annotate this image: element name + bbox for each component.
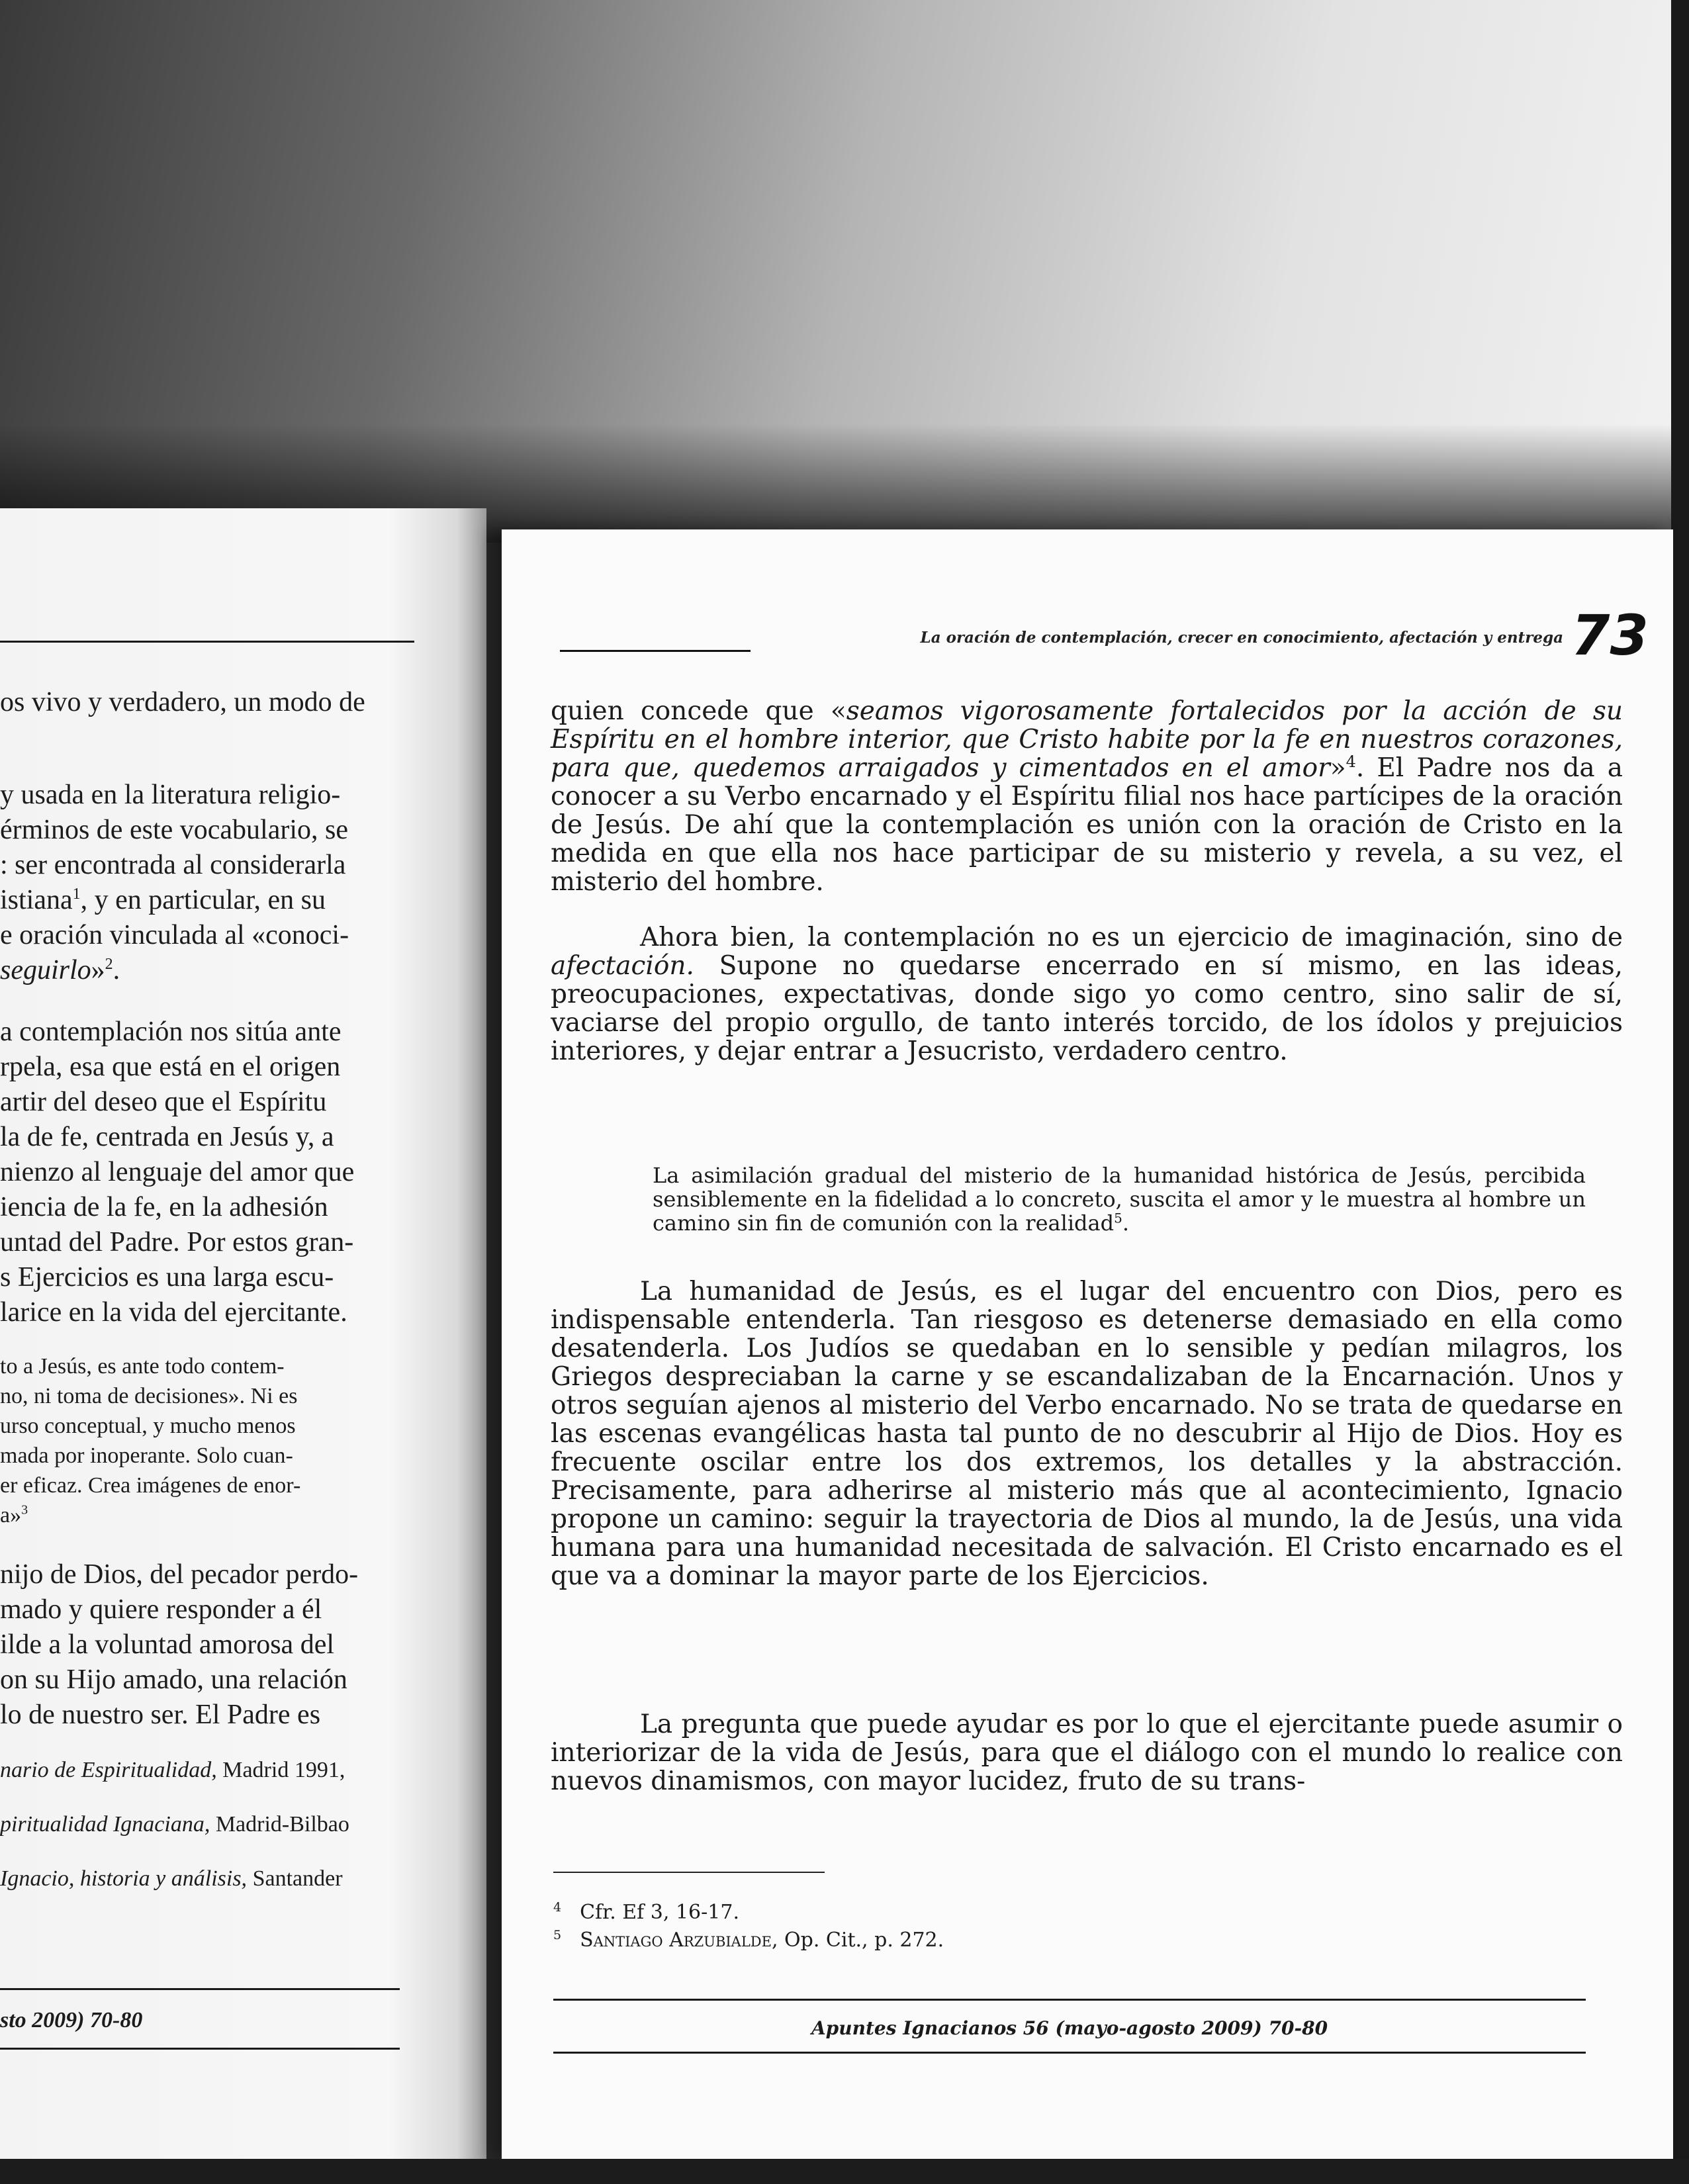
left-text: piritualidad Ignaciana, — [0, 1812, 210, 1837]
left-text: nario de Espiritualidad, — [0, 1758, 217, 1782]
left-text: » — [91, 955, 105, 985]
footer-rule — [553, 1999, 1586, 2001]
left-footnote — [0, 1868, 343, 1890]
text: » — [1330, 753, 1346, 783]
header-rule — [560, 650, 751, 652]
footnote-ref: 2 — [105, 956, 113, 973]
left-line: artir del deseo que el Espíritu — [0, 1087, 327, 1117]
left-footer: sto 2009) 70-80 — [0, 2008, 143, 2032]
left-line: : ser encontrada al considerarla — [0, 850, 346, 880]
left-line: to a Jesús, es ante todo contem- — [0, 1354, 285, 1379]
left-text: seguirlo — [0, 955, 91, 985]
text: La asimilación gradual del misterio de la humanidad histórica de Jesús, percibida sensiblemente en la fidelidad a lo concreto, suscita el amor y le muestra al hombre un camino sin fin de comunión con la realidad — [653, 1163, 1586, 1236]
left-line: larice en la vida del ejercitante. — [0, 1297, 347, 1328]
left-line: ilde a la voluntad amorosa del — [0, 1629, 335, 1660]
left-line: no, ni toma de decisiones». Ni es — [0, 1384, 298, 1408]
footnote-ref: 3 — [21, 1502, 28, 1518]
left-line — [0, 956, 120, 984]
left-line — [0, 921, 349, 949]
block-quote — [653, 1163, 1586, 1235]
text-italic: afectación. — [551, 951, 694, 981]
scan-bottom-edge — [0, 2159, 1689, 2184]
running-title: La oración de contemplación, crecer en conocimiento, afectación y entrega — [920, 629, 1563, 647]
left-line: nienzo al lenguaje del amor que — [0, 1157, 355, 1187]
left-line: er eficaz. Crea imágenes de enor- — [0, 1473, 301, 1498]
footnote-rule — [553, 1872, 825, 1873]
left-line: mada por inoperante. Solo cuan- — [0, 1443, 293, 1468]
text: . El Padre nos da a conocer a su Verbo encarnado y el Espíritu filial nos hace partícipes de la oración de Jesús. De ahí que la contemplación es unión con la oración de Cristo en la medida en que ella nos hace participar de su misterio y revela, a su vez, el misterio del hombre. — [551, 753, 1623, 897]
left-line: lo de nuestro ser. El Padre es — [0, 1700, 321, 1730]
right-footer: Apuntes Ignacianos 56 (mayo-agosto 2009) 70-80 — [811, 2017, 1328, 2039]
paragraph-2 — [551, 923, 1623, 1066]
left-line: a contemplación nos sitúa ante — [0, 1017, 342, 1047]
text: . — [1122, 1210, 1129, 1236]
left-header-rule — [0, 641, 414, 643]
left-text: . — [113, 955, 120, 985]
text: Supone no quedarse encerrado en sí mismo, en las ideas, preocupaciones, expectativas, donde sigo yo como centro, sino salir de sí, vaciarse del propio orgullo, de tanto interés torcido, de los ídolos y prejuicios interiores, y dejar entrar a Jesucristo, verdadero centro. — [551, 951, 1623, 1066]
footnote-number: 4 — [553, 1900, 562, 1915]
left-line — [0, 886, 326, 914]
left-text: istiana — [0, 885, 73, 915]
footnote-text: , Op. Cit., p. 272. — [771, 1929, 944, 1952]
left-line: érminos de este vocabulario, se — [0, 815, 348, 845]
left-line — [0, 1504, 28, 1527]
left-text: , y en particular, en su — [80, 885, 326, 915]
footnote-ref: 1 — [72, 886, 81, 903]
left-line: iencia de la fe, en la adhesión — [0, 1192, 328, 1222]
scan-edge — [1671, 0, 1689, 2184]
left-text: Ignacio, historia y análisis, — [0, 1866, 248, 1891]
page-number: 73 — [1571, 603, 1649, 668]
left-footer-rule — [0, 1988, 400, 1990]
left-page — [0, 508, 486, 2159]
left-text: Madrid 1991, — [216, 1758, 345, 1782]
footnote-author: Santiago Arzubialde — [580, 1929, 772, 1952]
right-page — [502, 529, 1673, 2159]
footnote-ref: 5 — [1114, 1210, 1122, 1226]
footnote-5 — [553, 1929, 944, 1952]
paragraph-3: La humanidad de Jesús, es el lugar del encuentro con Dios, pero es indispensable entenderla. Tan riesgoso es detenerse demasiado en ella como desatenderla. Los Judíos se quedaban en lo sensible y pedían milagros, los Griegos despreciaban la carne y se escandalizaban de la Encarnación. Unos y otros seguían ajenos al misterio del Verbo encarnado. No se trata de quedarse en las escenas evangélicas hasta tal punto de no descubrir al Hijo de Dios. Hoy es frecuente oscilar entre los dos extremos, los detalles y la abstracción. Precisamente, para adherirse al misterio más que al acontecimiento, Ignacio propone un camino: seguir la trayectoria de Dios al mundo, la de Jesús, una vida humana para una humanidad necesitada de salvación. El Cristo encarnado es el que va a dominar la mayor parte de los Ejercicios. — [551, 1277, 1623, 1591]
left-text: a» — [0, 1503, 22, 1527]
footnote-4 — [553, 1901, 739, 1924]
left-line: rpela, esa que está en el origen — [0, 1052, 341, 1082]
left-line: urso conceptual, y mucho menos — [0, 1414, 296, 1438]
left-line: untad del Padre. Por estos gran- — [0, 1227, 354, 1257]
text: quien concede que « — [551, 696, 846, 726]
footnote-text: Cfr. Ef 3, 16-17. — [580, 1901, 739, 1924]
left-footer-rule — [0, 2048, 400, 2050]
text: Ahora bien, la contemplación no es un ejercicio de imaginación, sino de — [640, 923, 1623, 952]
footnote-ref: 4 — [1346, 752, 1356, 771]
left-text: Santander — [247, 1866, 343, 1891]
left-text: e oración vinculada al «conoci- — [0, 920, 349, 950]
left-text: Madrid-Bilbao — [210, 1812, 349, 1837]
footnote-number: 5 — [553, 1928, 562, 1942]
left-line: mado y quiere responder a él — [0, 1594, 322, 1625]
left-footnote — [0, 1759, 345, 1782]
left-line: on su Hijo amado, una relación — [0, 1664, 347, 1695]
left-line: s Ejercicios es una larga escu- — [0, 1262, 334, 1293]
left-line: nijo de Dios, del pecador perdo- — [0, 1559, 359, 1590]
text-italic: seamos vigorosamente fortalecidos por la acción de su Espíritu en el hombre interior, que Cristo habite por la fe en nuestros corazones, para que, quedemos arraigados y cimentados en el amor — [551, 696, 1623, 783]
footer-rule — [553, 2052, 1586, 2054]
left-footnote — [0, 1813, 349, 1836]
left-line: os vivo y verdadero, un modo de — [0, 687, 365, 717]
left-line: la de fe, centrada en Jesús y, a — [0, 1122, 334, 1152]
paragraph-1 — [551, 697, 1623, 896]
paragraph-4: La pregunta que puede ayudar es por lo que el ejercitante puede asumir o interiorizar de la vida de Jesús, para que el diálogo con el mundo lo realice con nuevos dinamismos, con mayor lucidez, fruto de su trans- — [551, 1709, 1623, 1796]
left-line: y usada en la literatura religio- — [0, 780, 341, 810]
